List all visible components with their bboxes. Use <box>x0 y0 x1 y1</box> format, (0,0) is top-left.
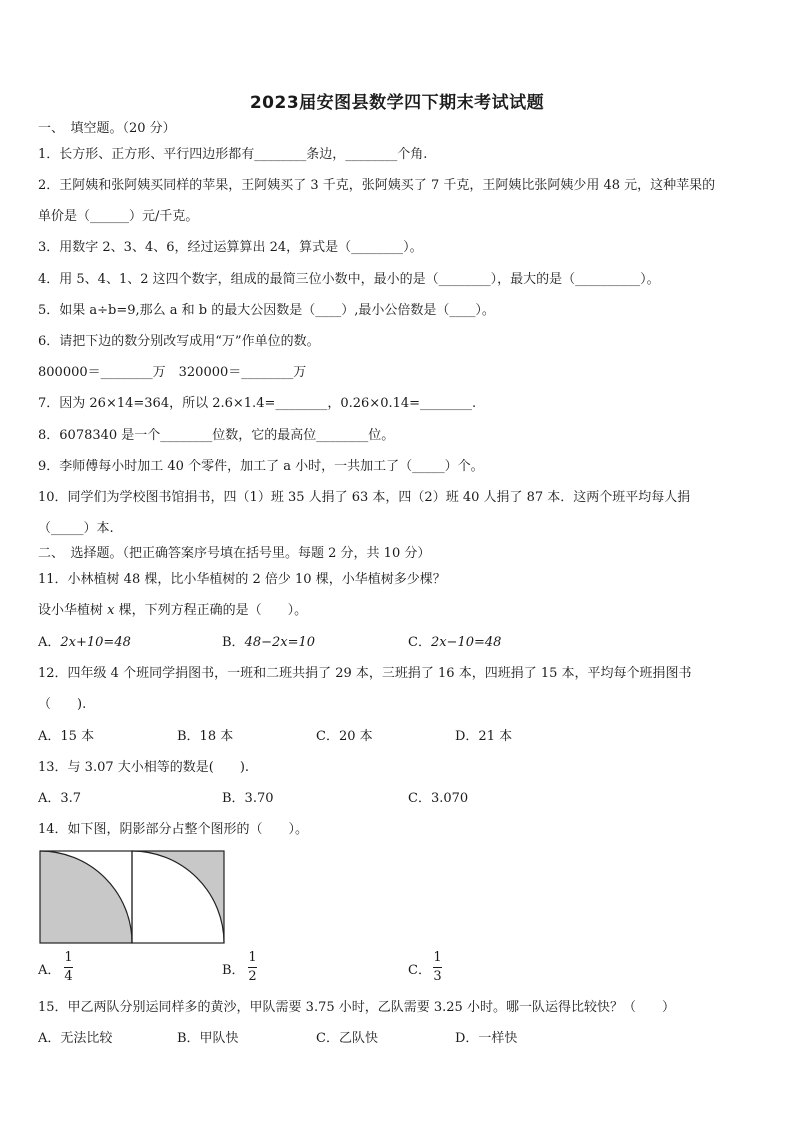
question-11-line-2 <box>38 603 307 619</box>
question-8: 8．6078340 是一个________位数，它的最高位________位。 <box>38 428 395 443</box>
fraction-numerator: 1 <box>248 950 257 965</box>
option-a-fraction <box>64 951 73 984</box>
option-b[interactable]: B．18 本 <box>177 729 234 744</box>
option-b[interactable]: B．3.70 <box>222 791 274 806</box>
question-2-line-1: 2．王阿姨和张阿姨买同样的苹果，王阿姨买了 3 千克，张阿姨买了 7 千克，王阿姨比张阿姨少用 48 元，这种苹果的 <box>38 178 716 193</box>
option-a[interactable]: A．15 本 <box>38 729 95 744</box>
fraction-bar <box>64 967 73 968</box>
option-label: C． <box>408 635 431 650</box>
option-equation: 2x−10=48 <box>430 635 502 650</box>
option-b-label[interactable]: B． <box>222 963 245 978</box>
section-header: 一、 填空题。（20 分） <box>38 121 176 136</box>
fraction-denominator: 4 <box>64 969 73 984</box>
option-b[interactable] <box>222 635 315 651</box>
option-b[interactable]: B．甲队快 <box>177 1031 239 1046</box>
option-a[interactable]: A．3.7 <box>38 791 82 806</box>
question-7: 7．因为 26×14=364，所以 2.6×1.4=________，0.26×0.14=________. <box>38 396 477 411</box>
question-11-text-b: 棵，下列方程正确的是（ ）。 <box>118 603 308 618</box>
question-14: 14．如下图，阴影部分占整个图形的（ ）。 <box>38 822 309 837</box>
option-label: A． <box>38 635 61 650</box>
option-b-fraction <box>248 951 257 984</box>
fraction-numerator: 1 <box>64 950 73 965</box>
option-a-label[interactable]: A． <box>38 963 61 978</box>
option-a[interactable]: A．无法比较 <box>38 1031 113 1046</box>
fraction-denominator: 3 <box>433 969 442 984</box>
question-6-line-2: 800000＝________万 320000＝________万 <box>38 365 307 380</box>
question-9: 9．李师傅每小时加工 40 个零件，加工了 a 小时，一共加工了（_____）个。 <box>38 459 484 474</box>
question-3: 3．用数字 2、3、4、6，经过运算算出 24，算式是（________）。 <box>38 240 423 255</box>
variable-x: x <box>107 603 115 618</box>
option-c[interactable]: C．3.070 <box>408 791 469 806</box>
question-6: 6．请把下边的数分别改写成用“万”作单位的数。 <box>38 334 320 349</box>
fraction-numerator: 1 <box>433 950 442 965</box>
question-10-line-1: 10．同学们为学校图书馆捐书，四（1）班 35 人捐了 63 本，四（2）班 40 人捐了 87 本．这两个班平均每人捐 <box>38 490 691 505</box>
section-header: 二、 选择题。（把正确答案序号填在括号里。每题 2 分，共 10 分） <box>38 546 431 561</box>
question-10-line-2: （_____）本. <box>38 521 114 536</box>
option-d[interactable]: D．一样快 <box>455 1031 518 1046</box>
option-equation: 48−2x=10 <box>244 635 316 650</box>
option-c-fraction <box>433 951 442 984</box>
question-4: 4．用 5、4、1、2 这四个数字，组成的最简三位小数中，最小的是（________），最大的是（__________）。 <box>38 272 660 287</box>
option-label: B． <box>222 635 245 650</box>
option-c[interactable]: C．20 本 <box>316 729 373 744</box>
question-12-line-1: 12．四年级 4 个班同学捐图书，一班和二班共捐了 29 本，三班捐了 16 本，四班捐了 15 本，平均每个班捐图书 <box>38 666 692 681</box>
shaded-quarter-circles-figure <box>39 850 225 945</box>
fraction-bar <box>248 967 257 968</box>
fraction-bar <box>433 967 442 968</box>
question-2-line-2: 单价是（______）元/千克。 <box>38 209 199 224</box>
question-13: 13．与 3.07 大小相等的数是( ). <box>38 760 250 775</box>
question-12-line-2: （ ). <box>38 697 87 712</box>
option-c-label[interactable]: C． <box>408 963 431 978</box>
page-title: 2023届安图县数学四下期末考试试题 <box>249 93 545 113</box>
fraction-denominator: 2 <box>248 969 257 984</box>
option-a[interactable] <box>38 635 131 651</box>
question-11-text-a: 设小华植树 <box>38 603 104 618</box>
option-c[interactable]: C．乙队快 <box>316 1031 378 1046</box>
question-1: 1．长方形、正方形、平行四边形都有________条边，________个角. <box>38 147 428 162</box>
option-d[interactable]: D．21 本 <box>455 729 513 744</box>
question-11-line-1: 11．小林植树 48 棵，比小华植树的 2 倍少 10 棵，小华植树多少棵？ <box>38 572 446 587</box>
option-c[interactable] <box>408 635 501 651</box>
option-equation: 2x+10=48 <box>60 635 131 650</box>
right-shaded-region <box>132 851 224 943</box>
question-5: 5．如果 a÷b=9,那么 a 和 b 的最大公因数是（____）,最小公倍数是（____）。 <box>38 303 495 318</box>
question-15: 15．甲乙两队分别运同样多的黄沙，甲队需要 3.75 小时，乙队需要 3.25 小时。哪一队运得比较快？（ ） <box>38 1000 675 1015</box>
